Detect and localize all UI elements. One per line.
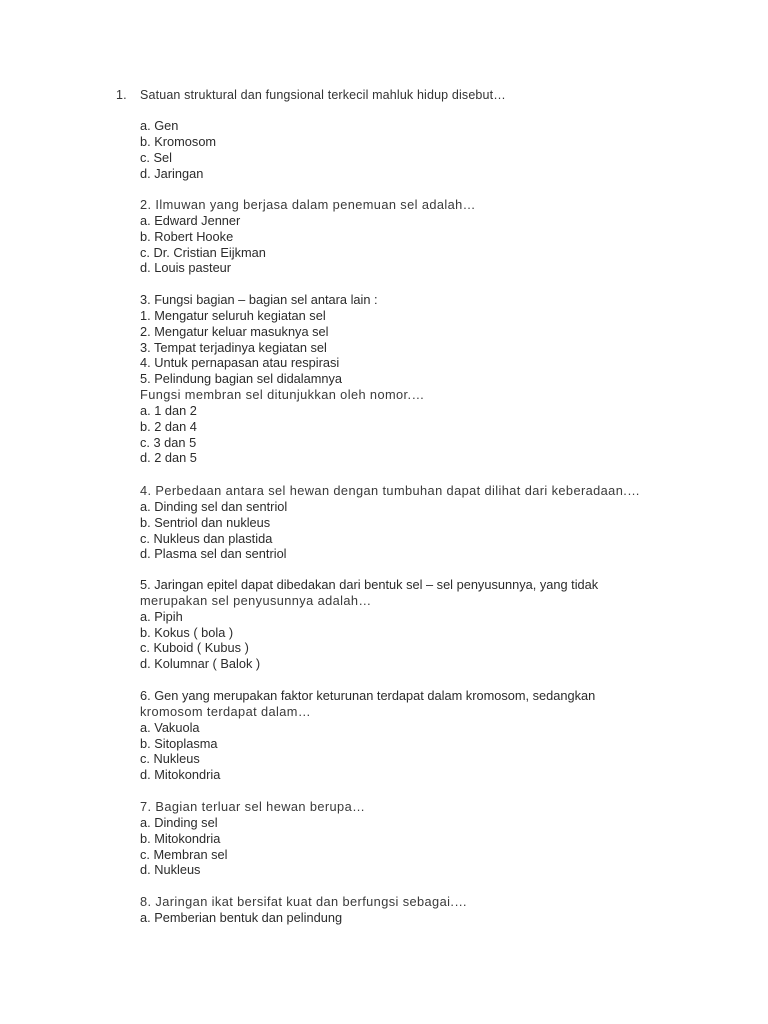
option: a. Pemberian bentuk dan pelindung <box>140 909 343 925</box>
question-4 <box>140 483 740 562</box>
question-4-text: 4. Perbedaan antara sel hewan dengan tumbuhan dapat dilihat dari keberadaan.… <box>140 483 641 498</box>
option: c. Nukleus dan plastida <box>140 530 273 546</box>
option: d. Plasma sel dan sentriol <box>140 546 287 562</box>
option: a. Pipih <box>140 608 183 624</box>
option: a. 1 dan 2 <box>140 402 197 418</box>
question-1-stem: Satuan struktural dan fungsional terkecil mahluk hidup disebut… <box>140 88 506 102</box>
option: c. Kuboid ( Kubus ) <box>140 640 249 656</box>
question-6-text-line-1: 6. Gen yang merupakan faktor keturunan terdapat dalam kromosom, sedangkan <box>140 688 596 703</box>
list-item: 3. Tempat terjadinya kegiatan sel <box>140 339 327 355</box>
question-5-text-line-1: 5. Jaringan epitel dapat dibedakan dari bentuk sel – sel penyusunnya, yang tidak <box>140 577 599 592</box>
option: d. Louis pasteur <box>140 260 232 276</box>
question-1-options <box>140 118 740 181</box>
option: d. Jaringan <box>140 165 204 181</box>
list-item: 5. Pelindung bagian sel didalamnya <box>140 371 343 387</box>
option: a. Gen <box>140 118 179 133</box>
option: d. Mitokondria <box>140 767 221 783</box>
option: a. Vakuola <box>140 719 200 735</box>
list-item: 2. Mengatur keluar masuknya sel <box>140 323 329 339</box>
question-7 <box>140 799 740 878</box>
option: b. Robert Hooke <box>140 228 234 244</box>
list-item: 1. Mengatur seluruh kegiatan sel <box>140 307 326 323</box>
option: b. Kromosom <box>140 133 217 149</box>
question-3 <box>140 292 740 466</box>
question-5 <box>140 577 740 672</box>
option: c. Dr. Cristian Eijkman <box>140 244 266 260</box>
option: d. Kolumnar ( Balok ) <box>140 656 261 672</box>
question-2 <box>140 197 740 276</box>
option: b. Sentriol dan nukleus <box>140 514 271 530</box>
question-3-prompt: Fungsi membran sel ditunjukkan oleh nomor.… <box>140 387 425 403</box>
option: b. Mitokondria <box>140 830 221 846</box>
question-7-text: 7. Bagian terluar sel hewan berupa… <box>140 799 366 814</box>
option: c. 3 dan 5 <box>140 434 197 450</box>
option: d. 2 dan 5 <box>140 450 197 466</box>
question-8-text: 8. Jaringan ikat bersifat kuat dan berfungsi sebagai.… <box>140 894 468 909</box>
option: b. Kokus ( bola ) <box>140 624 234 640</box>
option: a. Dinding sel dan sentriol <box>140 498 288 514</box>
question-2-text: 2. Ilmuwan yang berjasa dalam penemuan sel adalah… <box>140 197 476 212</box>
option: a. Edward Jenner <box>140 212 241 228</box>
option: c. Sel <box>140 149 173 165</box>
question-6-text-line-2: kromosom terdapat dalam… <box>140 703 312 719</box>
list-item: 4. Untuk pernapasan atau respirasi <box>140 355 340 371</box>
question-8 <box>140 894 740 926</box>
option: c. Nukleus <box>140 751 200 767</box>
question-1-text <box>116 87 736 103</box>
option: c. Membran sel <box>140 846 228 862</box>
option: d. Nukleus <box>140 862 201 878</box>
option: b. Sitoplasma <box>140 735 218 751</box>
question-1-number: 1. <box>116 88 127 102</box>
question-5-text-line-2: merupakan sel penyusunnya adalah… <box>140 592 372 608</box>
question-6 <box>140 688 740 783</box>
question-3-text: 3. Fungsi bagian – bagian sel antara lain : <box>140 292 378 307</box>
option: b. 2 dan 4 <box>140 418 197 434</box>
option: a. Dinding sel <box>140 814 218 830</box>
